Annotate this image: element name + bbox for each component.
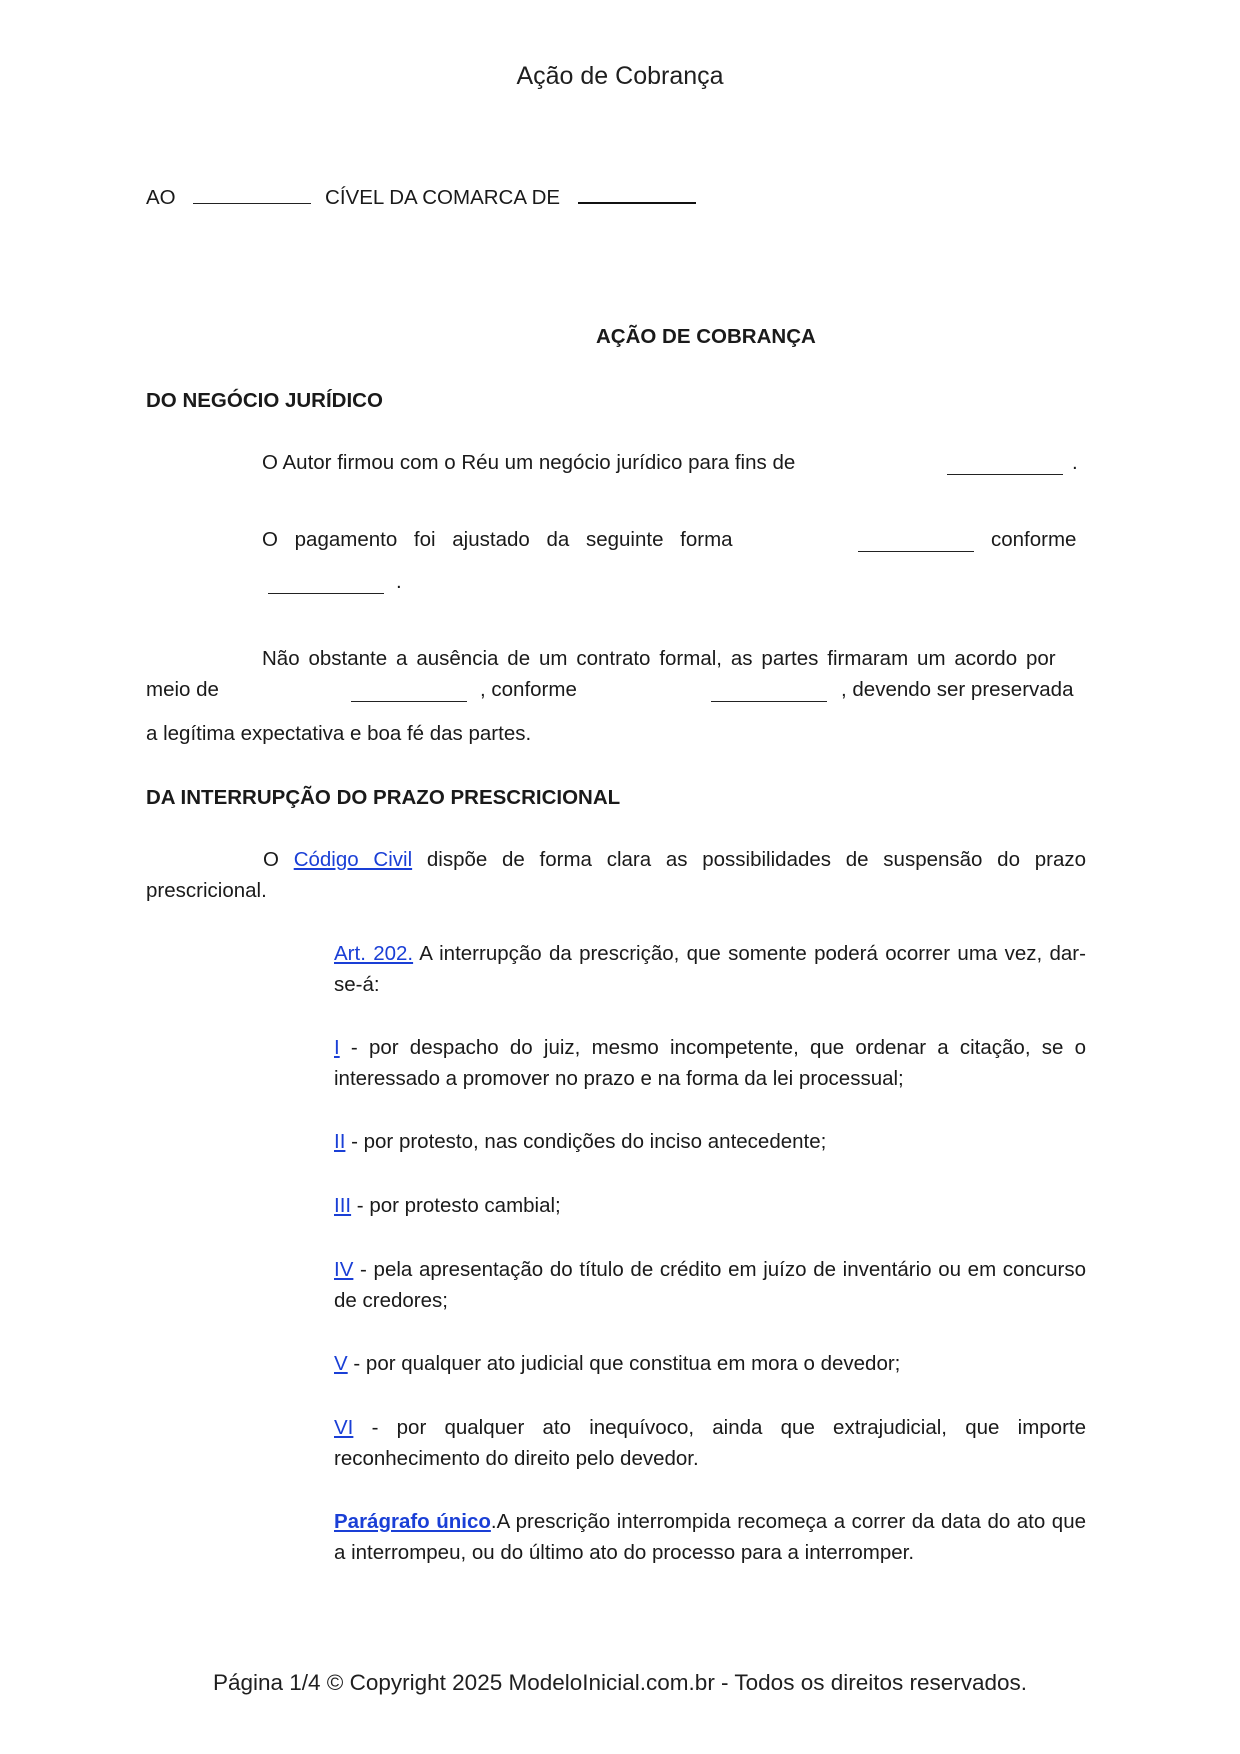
paragraph-negocio: O Autor firmou com o Réu um negócio jurídico para fins de bbox=[262, 451, 796, 474]
link-inciso-iii[interactable]: III bbox=[334, 1194, 352, 1217]
p2-conforme: conforme bbox=[991, 528, 1077, 551]
paragraph-pagamento: O pagamento foi ajustado da seguinte forma bbox=[262, 528, 733, 551]
link-art-202[interactable]: Art. 202. bbox=[334, 942, 414, 965]
link-inciso-v[interactable]: V bbox=[334, 1352, 348, 1375]
page-footer: Página 1/4 © Copyright 2025 ModeloInicial.com.br - Todos os direitos reservados. bbox=[212, 1670, 1028, 1695]
blank-forma-pagamento[interactable] bbox=[858, 550, 974, 552]
blank-court-number[interactable] bbox=[193, 202, 311, 204]
page-header-title: Ação de Cobrança bbox=[516, 62, 724, 90]
link-inciso-vi[interactable]: VI bbox=[334, 1416, 354, 1439]
addressee-prefix: AO bbox=[146, 186, 176, 209]
paragraph-acordo-line3: a legítima expectativa e boa fé das partes. bbox=[146, 722, 532, 745]
list-item bbox=[334, 1348, 1086, 1379]
inciso-text: - por protesto, nas condições do inciso antecedente; bbox=[351, 1130, 827, 1153]
p1-end: . bbox=[1072, 451, 1078, 474]
paragrafo-unico bbox=[334, 1506, 1086, 1568]
blank-comarca[interactable] bbox=[578, 201, 696, 204]
article-202-text: A interrupção da prescrição, que somente poderá ocorrer uma vez, dar-se-á: bbox=[334, 942, 1086, 996]
inciso-text: - pela apresentação do título de crédito em juízo de inventário ou em concurso de credores; bbox=[334, 1258, 1086, 1312]
article-202 bbox=[334, 938, 1086, 1000]
addressee-court: CÍVEL DA COMARCA DE bbox=[325, 186, 561, 209]
blank-conforme-acordo[interactable] bbox=[711, 700, 827, 702]
list-item bbox=[334, 1190, 1086, 1221]
paragraph-acordo-conforme: , conforme bbox=[480, 678, 577, 701]
list-item bbox=[334, 1126, 1086, 1157]
inciso-text: - por protesto cambial; bbox=[356, 1194, 561, 1217]
inciso-text: - por despacho do juiz, mesmo incompetente, que ordenar a citação, se o interessado a promover no prazo e na forma da lei processual; bbox=[334, 1036, 1086, 1090]
link-inciso-iv[interactable]: IV bbox=[334, 1258, 354, 1281]
inciso-text: - por qualquer ato judicial que constitua em mora o devedor; bbox=[353, 1352, 901, 1375]
addressee-line bbox=[146, 188, 696, 209]
section-heading-negocio: DO NEGÓCIO JURÍDICO bbox=[146, 389, 383, 412]
link-paragrafo-unico[interactable]: Parágrafo único bbox=[334, 1510, 491, 1533]
p2-end: . bbox=[396, 570, 402, 593]
intro-rest: dispõe de forma clara as possibilidades de suspensão do prazo prescricional. bbox=[146, 848, 1087, 902]
paragraph-acordo-end: , devendo ser preservada bbox=[841, 678, 1074, 701]
section-heading-prescricao: DA INTERRUPÇÃO DO PRAZO PRESCRICIONAL bbox=[146, 786, 621, 809]
paragraph-acordo-line1: Não obstante a ausência de um contrato formal, as partes firmaram um acordo por bbox=[262, 647, 1056, 670]
paragraph-acordo-meio: meio de bbox=[146, 678, 219, 701]
blank-meio-acordo[interactable] bbox=[351, 700, 467, 702]
list-item bbox=[334, 1254, 1086, 1316]
blank-conforme-pagamento[interactable] bbox=[268, 592, 384, 594]
document-title: AÇÃO DE COBRANÇA bbox=[596, 325, 816, 348]
link-inciso-i[interactable]: I bbox=[334, 1036, 340, 1059]
link-inciso-ii[interactable]: II bbox=[334, 1130, 346, 1153]
paragraph-codigo-civil bbox=[146, 844, 1086, 906]
blank-finalidade[interactable] bbox=[947, 473, 1063, 475]
inciso-text: - por qualquer ato inequívoco, ainda que extrajudicial, que importe reconhecimento do direito pelo devedor. bbox=[334, 1416, 1086, 1470]
intro-o: O bbox=[263, 848, 279, 871]
list-item bbox=[334, 1412, 1086, 1474]
link-codigo-civil[interactable]: Código Civil bbox=[293, 848, 413, 871]
paragrafo-unico-text: .A prescrição interrompida recomeça a correr da data do ato que a interrompeu, ou do último ato do processo para a interromper. bbox=[334, 1510, 1087, 1564]
list-item bbox=[334, 1032, 1086, 1094]
